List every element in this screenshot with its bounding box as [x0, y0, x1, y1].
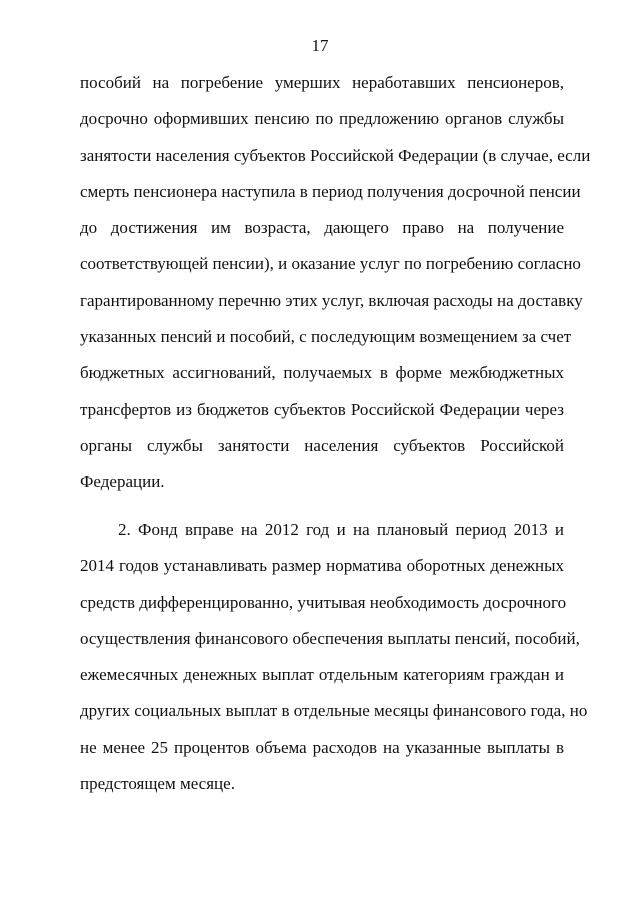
text-line: предстоящем месяце. [80, 774, 235, 794]
page-number: 17 [311, 36, 329, 55]
text-line: других социальных выплат в отдельные месяцы финансового года, но [80, 701, 588, 721]
text-line: указанных пенсий и пособий, с последующим возмещением за счет [80, 327, 572, 347]
text-line: смерть пенсионера наступила в период получения досрочной пенсии [80, 181, 581, 201]
text-line: трансфертов из бюджетов субъектов Российской Федерации через [80, 399, 564, 419]
text-line: гарантированному перечню этих услуг, включая расходы на доставку [80, 290, 583, 310]
text-line: до достижения им возраста, дающего право на получение [80, 218, 564, 238]
text-line: осуществления финансового обеспечения выплаты пенсий, пособий, [80, 628, 580, 648]
text-line: бюджетных ассигнований, получаемых в форме межбюджетных [80, 363, 564, 383]
text-line: досрочно оформивших пенсию по предложению органов службы [80, 109, 564, 129]
paragraph-1 [80, 73, 591, 509]
text-line: занятости населения субъектов Российской Федерации (в случае, если [80, 145, 591, 165]
text-line: 2014 годов устанавливать размер норматива оборотных денежных [80, 556, 564, 576]
text-line: не менее 25 процентов объема расходов на указанные выплаты в [80, 737, 564, 757]
text-line: Федерации. [80, 472, 165, 492]
text-line: органы службы занятости населения субъектов Российской [80, 435, 564, 455]
text-line: 2. Фонд вправе на 2012 год и на плановый период 2013 и [118, 520, 564, 539]
text-line: соответствующей пенсии), и оказание услуг по погребению согласно [80, 254, 581, 274]
text-line: ежемесячных денежных выплат отдельным категориям граждан и [80, 665, 564, 685]
paragraph-2 [80, 520, 588, 810]
text-line: средств дифференцированно, учитывая необходимость досрочного [80, 592, 567, 612]
text-line: пособий на погребение умерших неработавших пенсионеров, [80, 73, 564, 92]
